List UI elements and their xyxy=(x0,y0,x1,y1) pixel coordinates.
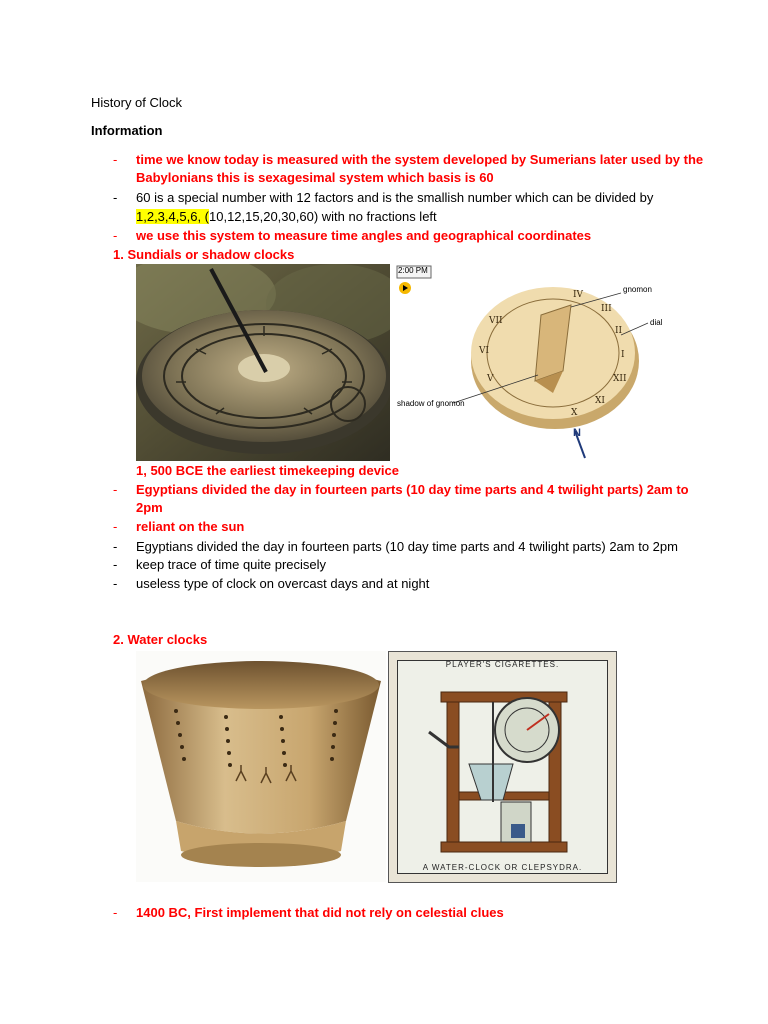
water-clock-vessel-photo xyxy=(136,651,386,882)
svg-text:VI: VI xyxy=(479,346,490,356)
bullet-dash: - xyxy=(113,576,118,591)
svg-text:IV: IV xyxy=(573,290,584,300)
shadow-label: shadow of gnomon xyxy=(397,399,465,408)
svg-text:XI: XI xyxy=(595,396,605,406)
bullet-dash: - xyxy=(113,539,118,554)
time-badge: 2:00 PM xyxy=(398,266,428,275)
card-bottom-caption: A WATER-CLOCK OR CLEPSYDRA. xyxy=(422,863,583,872)
dial-label: dial xyxy=(650,318,663,327)
intro-line-1: time we know today is measured with the system developed by Sumerians later used by the xyxy=(136,152,704,167)
gnomon-label: gnomon xyxy=(623,285,652,294)
s1-bullet-2: reliant on the sun xyxy=(136,519,245,534)
s2-bullet-1: 1400 BC, First implement that did not rely on celestial clues xyxy=(136,905,504,920)
svg-text:III: III xyxy=(601,304,612,314)
intro-line-2: Babylonians this is sexagesimal system which basis is 60 xyxy=(136,170,494,185)
s1-bullet-5: useless type of clock on overcast days and at night xyxy=(136,576,430,591)
bullet-dash: - xyxy=(113,482,118,497)
date-line-1: 1, 500 BCE the earliest timekeeping device xyxy=(136,463,400,478)
section-2-heading: 2. Water clocks xyxy=(113,632,208,647)
sundial-diagram xyxy=(393,263,675,461)
section-subtitle: Information xyxy=(91,123,163,138)
north-label: N xyxy=(573,427,581,439)
svg-text:XII: XII xyxy=(613,374,627,384)
document-title: History of Clock xyxy=(91,95,183,110)
bullet-dash: - xyxy=(113,519,118,534)
s1-bullet-1-cont: 2pm xyxy=(136,500,163,515)
intro-line-5: we use this system to measure time angles and geographical coordinates xyxy=(136,228,592,243)
svg-text:I: I xyxy=(621,350,625,360)
svg-text:X: X xyxy=(571,408,578,418)
svg-text:VII: VII xyxy=(489,316,503,326)
bullet-dash: - xyxy=(113,557,118,572)
section-1-heading: 1. Sundials or shadow clocks xyxy=(113,247,295,262)
card-top-caption: PLAYER'S CIGARETTES. xyxy=(445,660,560,669)
s1-bullet-4: keep trace of time quite precisely xyxy=(136,557,327,572)
bullet-dash: - xyxy=(113,190,118,205)
clepsydra-card xyxy=(388,651,617,883)
divisors-rest: 10,12,15,20,30,60) with no fractions left xyxy=(209,209,437,224)
sundial-photo xyxy=(136,264,390,461)
highlighted-divisors: 1,2,3,4,5,6, ( xyxy=(136,209,209,224)
bullet-dash: - xyxy=(113,228,118,243)
intro-line-4 xyxy=(136,209,437,225)
intro-line-3: 60 is a special number with 12 factors and is the smallish number which can be divided by xyxy=(136,190,654,205)
bullet-dash: - xyxy=(113,905,118,920)
bullet-dash: - xyxy=(113,152,118,167)
s1-bullet-3: Egyptians divided the day in fourteen parts (10 day time parts and 4 twilight parts) 2am to 2pm xyxy=(136,539,678,554)
svg-text:V: V xyxy=(487,374,494,384)
svg-text:II: II xyxy=(615,326,623,336)
s1-bullet-1: Egyptians divided the day in fourteen parts (10 day time parts and 4 twilight parts) 2am to xyxy=(136,482,689,497)
